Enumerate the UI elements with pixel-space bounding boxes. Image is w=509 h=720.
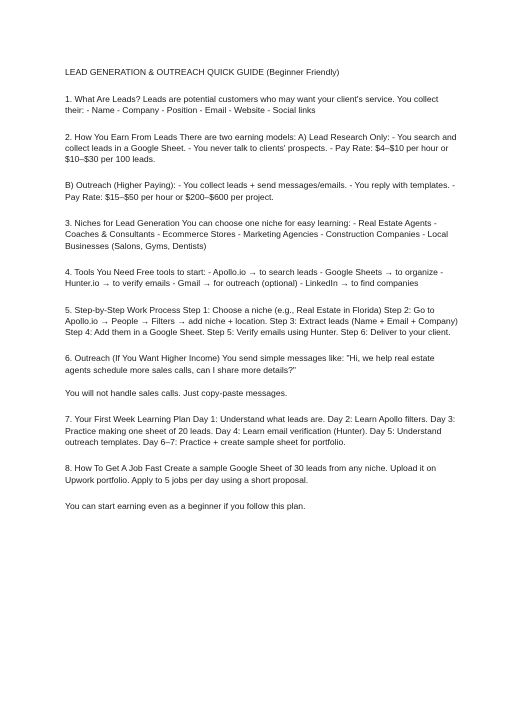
closing-note: You can start earning even as a beginner if you follow this plan. — [65, 500, 306, 511]
section-what-are-leads: 1. What Are Leads? Leads are potential customers who may want your client's service. You collect their: - Name - Company - Position - Email - Website - Social links — [65, 94, 439, 116]
section-tools: 4. Tools You Need Free tools to start: - Apollo.io → to search leads - Google Sheets → to organize - Hunter.io → to verify emails - Gmail → for outreach (optional) - LinkedIn → to find companies — [65, 266, 444, 289]
section-get-job-fast: 8. How To Get A Job Fast Create a sample Google Sheet of 30 leads from any niche. Upload it on Upwork portfolio. Apply to 5 jobs per day using a short proposal. — [65, 463, 437, 485]
section-niches: 3. Niches for Lead Generation You can choose one niche for easy learning: - Real Estate Agents - Coaches & Consultants - Ecommerce Stores - Marketing Agencies - Construction Companies - Local Businesses (Salons, Gyms, Dentists) — [65, 218, 449, 251]
section-work-process: 5. Step-by-Step Work Process Step 1: Choose a niche (e.g., Real Estate in Florida) Step 2: Go to Apollo.io → People → Filters → add niche + location. Step 3: Extract leads (Name + Email + Company) Step 4: Add them in a Google Sheet. Step 5: Verify emails using Hunter. Step 6: Deliver to your client. — [65, 304, 458, 338]
section-no-sales-calls: You will not handle sales calls. Just copy-paste messages. — [65, 388, 288, 399]
section-first-week-plan: 7. Your First Week Learning Plan Day 1: Understand what leads are. Day 2: Learn Apollo filters. Day 3: Practice making one sheet of 20 leads. Day 4: Learn email verification (Hunter). Day 5: Understand outreach templates. Day 6–7: Practice + create sample sheet for portfolio. — [65, 414, 456, 447]
section-how-you-earn: 2. How You Earn From Leads There are two earning models: A) Lead Research Only: - You search and collect leads in a Google Sheet. - You never talk to clients' prospects. - Pay Rate: $4–$10 per hour or $10–$30 per 100 leads. — [65, 131, 457, 165]
section-outreach-model: B) Outreach (Higher Paying): - You collect leads + send messages/emails. - You reply with templates. - Pay Rate: $15–$50 per hour or $200–$600 per project. — [65, 180, 456, 202]
document-title: LEAD GENERATION & OUTREACH QUICK GUIDE (Beginner Friendly) — [65, 67, 340, 77]
section-outreach-income: 6. Outreach (If You Want Higher Income) You send simple messages like: "Hi, we help real estate agents schedule more sales calls, can I share more details?" — [65, 353, 435, 375]
